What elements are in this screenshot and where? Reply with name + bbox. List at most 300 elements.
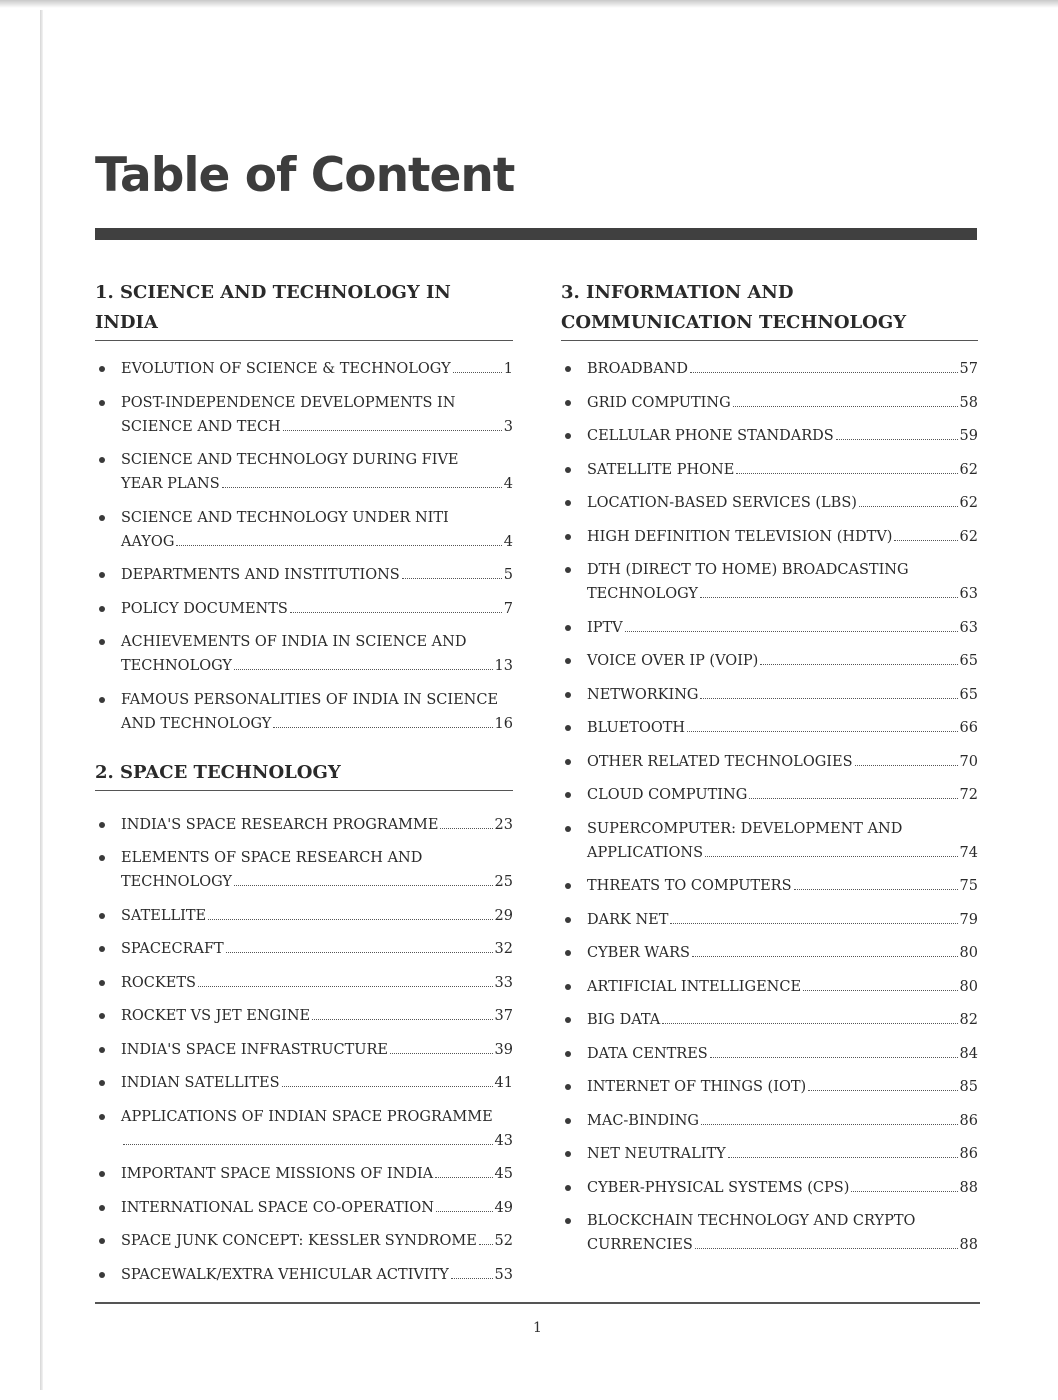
bullet-icon (565, 658, 571, 664)
toc-entry (561, 357, 978, 381)
toc-entry-title: SATELLITE (121, 907, 207, 924)
toc-entry-page: 62 (959, 495, 978, 511)
toc-entry-title: YEAR PLANS (121, 476, 220, 492)
dot-leader (695, 1248, 958, 1249)
toc-entry-page: 49 (494, 1199, 513, 1216)
toc-entry (561, 1109, 978, 1133)
toc-entry (95, 563, 513, 587)
toc-entry (95, 391, 513, 439)
toc-entry-line (587, 1042, 978, 1066)
toc-section-2 (95, 758, 513, 1287)
toc-entry-title: FAMOUS PERSONALITIES OF INDIA IN SCIENCE (121, 691, 499, 708)
bullet-icon (99, 606, 105, 612)
toc-entry-page: 32 (494, 941, 513, 957)
toc-entry-line (121, 846, 513, 870)
toc-entry-title: INTERNET OF THINGS (IOT) (587, 1079, 807, 1095)
toc-entry-line (587, 525, 978, 549)
toc-entry-line (121, 415, 513, 439)
toc-entry-line (121, 1263, 513, 1287)
toc-entry-title: SUPERCOMPUTER: DEVELOPMENT AND (587, 820, 903, 837)
toc-entry (561, 1176, 978, 1200)
section-heading-line: 3. INFORMATION AND (561, 282, 794, 303)
toc-entry-line (121, 448, 513, 472)
toc-entry-line (121, 1229, 513, 1253)
toc-entry (95, 597, 513, 621)
toc-entry-title: EVOLUTION OF SCIENCE & TECHNOLOGY (121, 361, 451, 377)
toc-entry-line (121, 1196, 513, 1220)
scan-edge-left (40, 10, 43, 1390)
dot-leader (687, 731, 957, 732)
bullet-icon (99, 400, 105, 406)
bullet-icon (565, 792, 571, 798)
toc-entry-title: HIGH DEFINITION TELEVISION (HDTV) (587, 528, 893, 545)
toc-entry-title: INDIA'S SPACE INFRASTRUCTURE (121, 1041, 388, 1058)
toc-entry-page: 63 (959, 619, 978, 636)
toc-entry-title: ACHIEVEMENTS OF INDIA IN SCIENCE AND (121, 634, 467, 650)
toc-entry-page: 57 (959, 361, 978, 377)
toc-entry-line (587, 491, 978, 515)
toc-entry-line (121, 654, 513, 678)
toc-entry-page: 58 (959, 394, 978, 411)
toc-entry (95, 448, 513, 496)
dot-leader (760, 664, 957, 665)
bullet-icon (99, 980, 105, 986)
toc-entry-title: SATELLITE PHONE (587, 461, 735, 478)
dot-leader (710, 1057, 958, 1058)
toc-entry-line (587, 975, 978, 999)
toc-entry (561, 783, 978, 807)
bullet-icon (565, 692, 571, 698)
toc-entry-line (121, 1105, 513, 1129)
dot-leader (198, 986, 493, 987)
dot-leader (662, 1023, 957, 1024)
toc-entry (561, 750, 978, 774)
bullet-icon (99, 515, 105, 521)
toc-entry (95, 813, 513, 837)
toc-entry-page: 5 (503, 567, 513, 583)
toc-entry-title: ARTIFICIAL INTELLIGENCE (587, 978, 802, 995)
dot-leader (436, 1211, 493, 1212)
dot-leader (479, 1244, 493, 1245)
toc-entry (561, 683, 978, 707)
toc-entry (95, 846, 513, 894)
toc-entry-page: 88 (959, 1179, 978, 1196)
bullet-icon (99, 1047, 105, 1053)
toc-entry (561, 817, 978, 865)
bullet-icon (565, 725, 571, 731)
toc-entry-title: DEPARTMENTS AND INSTITUTIONS (121, 567, 400, 583)
toc-entry-line (587, 357, 978, 381)
bullet-icon (99, 1013, 105, 1019)
toc-entry-title: POLICY DOCUMENTS (121, 600, 288, 617)
toc-entry-page: 37 (494, 1008, 513, 1024)
toc-entry-line (121, 563, 513, 587)
toc-entry (561, 1008, 978, 1032)
toc-entry-title: SPACE JUNK CONCEPT: KESSLER SYNDROME (121, 1233, 477, 1249)
toc-entry-line (121, 904, 513, 928)
dot-leader (234, 669, 493, 670)
toc-entry-title: CURRENCIES (587, 1237, 693, 1253)
toc-entry-page: 65 (959, 686, 978, 703)
bullet-icon (565, 625, 571, 631)
toc-entry-line (121, 506, 513, 530)
toc-section-1 (95, 278, 513, 736)
bullet-icon (99, 1171, 105, 1177)
toc-entry (561, 941, 978, 965)
bullet-icon (99, 572, 105, 578)
page-number: 1 (533, 1320, 542, 1336)
dot-leader (290, 612, 502, 613)
toc-entry-line (587, 1209, 978, 1233)
toc-entry-title: BROADBAND (587, 361, 688, 377)
dot-leader (808, 1090, 957, 1091)
toc-entry-line (121, 1004, 513, 1028)
bullet-icon (99, 913, 105, 919)
bullet-icon (565, 826, 571, 832)
toc-entry-page: 75 (959, 878, 978, 894)
toc-entry-title: CYBER-PHYSICAL SYSTEMS (CPS) (587, 1179, 850, 1196)
toc-entry-line (121, 1071, 513, 1095)
toc-entry-line (587, 874, 978, 898)
dot-leader (836, 439, 958, 440)
toc-entry-title: SPACECRAFT (121, 941, 224, 957)
toc-entry-title: INDIAN SATELLITES (121, 1075, 280, 1091)
title-rule (95, 228, 977, 240)
toc-entry-line (121, 937, 513, 961)
bullet-icon (565, 467, 571, 473)
toc-entry-page: 85 (959, 1079, 978, 1095)
dot-leader (701, 1124, 958, 1125)
toc-entry-page: 13 (494, 658, 513, 674)
toc-entry-title: APPLICATIONS (587, 844, 704, 861)
dot-leader (625, 631, 958, 632)
bullet-icon (99, 1114, 105, 1120)
toc-entry-line (121, 630, 513, 654)
toc-entry-title: ELEMENTS OF SPACE RESEARCH AND (121, 850, 423, 866)
dot-leader (312, 1019, 492, 1020)
toc-entry (561, 1209, 978, 1257)
dot-leader (692, 956, 958, 957)
bullet-icon (565, 567, 571, 573)
toc-entry-title: POST-INDEPENDENCE DEVELOPMENTS IN (121, 394, 456, 411)
toc-entry (95, 506, 513, 554)
toc-entry-page: 16 (494, 715, 513, 732)
toc-entry-line (587, 1233, 978, 1257)
section-heading-line: COMMUNICATION TECHNOLOGY (561, 312, 907, 333)
bullet-icon (99, 639, 105, 645)
toc-entry-line (587, 817, 978, 841)
bullet-icon (565, 433, 571, 439)
section-heading: 1. SCIENCE AND TECHNOLOGY IN INDIA (95, 278, 513, 341)
toc-entry-page: 84 (959, 1045, 978, 1062)
toc-entry-line (587, 582, 978, 606)
toc-entry-title: CLOUD COMPUTING (587, 787, 748, 803)
toc-entry-line (587, 908, 978, 932)
toc-entry-page: 63 (959, 586, 978, 602)
toc-entry-title: CELLULAR PHONE STANDARDS (587, 428, 834, 444)
toc-entry-line (121, 971, 513, 995)
section-heading (561, 278, 978, 341)
dot-leader (700, 597, 958, 598)
dot-leader (728, 1157, 958, 1158)
toc-entry-title: OTHER RELATED TECHNOLOGIES (587, 753, 853, 770)
toc-entry-title: DATA CENTRES (587, 1045, 708, 1062)
section-heading: 2. SPACE TECHNOLOGY (95, 758, 513, 791)
toc-entry (561, 1075, 978, 1099)
bullet-icon (99, 855, 105, 861)
toc-entry-page: 41 (494, 1075, 513, 1091)
toc-entry (95, 357, 513, 381)
toc-entry (561, 525, 978, 549)
toc-entry (561, 1142, 978, 1166)
bullet-icon (99, 1238, 105, 1244)
dot-leader (749, 798, 957, 799)
dot-leader (700, 698, 957, 699)
toc-entry-line (587, 783, 978, 807)
toc-entry-page: 74 (959, 844, 978, 861)
toc-entry (95, 904, 513, 928)
dot-leader (440, 828, 492, 829)
bullet-icon (565, 883, 571, 889)
bullet-icon (99, 366, 105, 372)
toc-entry (561, 558, 978, 606)
toc-entry-title: THREATS TO COMPUTERS (587, 878, 792, 894)
dot-leader (123, 1144, 493, 1145)
toc-entry-page: 4 (503, 476, 513, 492)
toc-entry-page: 53 (494, 1266, 513, 1283)
toc-entry-title: NET NEUTRALITY (587, 1146, 726, 1162)
toc-entry-line (587, 558, 978, 582)
dot-leader (894, 540, 957, 541)
toc-list (561, 357, 978, 1257)
dot-leader (855, 765, 958, 766)
toc-entry-page: 23 (494, 816, 513, 833)
toc-entry-title: LOCATION-BASED SERVICES (LBS) (587, 495, 857, 511)
dot-leader (234, 885, 493, 886)
dot-leader (794, 889, 958, 890)
toc-entry (561, 1042, 978, 1066)
dot-leader (208, 919, 492, 920)
toc-entry-page: 3 (503, 418, 513, 435)
bullet-icon (99, 946, 105, 952)
dot-leader (226, 952, 493, 953)
dot-leader (705, 856, 958, 857)
toc-entry (95, 630, 513, 678)
dot-leader (851, 1191, 957, 1192)
toc-entry (561, 491, 978, 515)
toc-entry-title: APPLICATIONS OF INDIAN SPACE PROGRAMME (121, 1108, 493, 1125)
toc-section-3 (561, 278, 978, 1257)
toc-entry (561, 616, 978, 640)
toc-entry-line (587, 683, 978, 707)
page-title: Table of Content (95, 148, 515, 203)
toc-entry (561, 391, 978, 415)
bullet-icon (565, 1218, 571, 1224)
toc-entry-line (121, 391, 513, 415)
toc-entry (561, 874, 978, 898)
toc-entry (561, 424, 978, 448)
toc-entry-page: 66 (959, 720, 978, 736)
toc-entry-page: 80 (959, 945, 978, 961)
toc-entry-line (587, 1008, 978, 1032)
toc-entry (561, 649, 978, 673)
toc-entry-page: 1 (503, 361, 513, 377)
toc-entry-title: IPTV (587, 619, 623, 636)
toc-entry-line (587, 1176, 978, 1200)
toc-entry (95, 688, 513, 736)
toc-entry-title: CYBER WARS (587, 945, 690, 961)
toc-entry (95, 1196, 513, 1220)
toc-entry (95, 1071, 513, 1095)
toc-entry-page: 7 (503, 600, 513, 617)
bullet-icon (565, 1185, 571, 1191)
toc-entry-page: 62 (959, 528, 978, 545)
toc-entry (95, 971, 513, 995)
toc-entry-page: 79 (959, 911, 978, 928)
toc-entry-title: SCIENCE AND TECHNOLOGY DURING FIVE (121, 452, 459, 468)
toc-entry (95, 1229, 513, 1253)
dot-leader (803, 990, 958, 991)
toc-entry-title: ROCKETS (121, 974, 196, 991)
dot-leader (670, 923, 957, 924)
toc-entry-title: VOICE OVER IP (VOIP) (587, 653, 759, 669)
bullet-icon (565, 500, 571, 506)
bullet-icon (565, 1084, 571, 1090)
dot-leader (402, 578, 502, 579)
toc-list (95, 357, 513, 736)
toc-column-right (561, 278, 978, 1267)
dot-leader (859, 506, 958, 507)
toc-entry-line (587, 391, 978, 415)
toc-entry-page: 86 (959, 1112, 978, 1129)
dot-leader (390, 1053, 493, 1054)
toc-entry-line (587, 649, 978, 673)
bullet-icon (565, 1151, 571, 1157)
toc-entry-page: 25 (494, 874, 513, 890)
toc-entry-title: AAYOG (121, 533, 175, 550)
toc-entry-line (587, 716, 978, 740)
toc-entry-line (587, 841, 978, 865)
toc-entry-line (121, 530, 513, 554)
toc-entry-title: ROCKET VS JET ENGINE (121, 1008, 311, 1024)
bullet-icon (565, 759, 571, 765)
toc-entry-title: SCIENCE AND TECHNOLOGY UNDER NITI (121, 509, 449, 526)
bullet-icon (99, 457, 105, 463)
toc-entry-page: 29 (494, 907, 513, 924)
toc-entry-title: INTERNATIONAL SPACE CO-OPERATION (121, 1199, 434, 1216)
dot-leader (273, 727, 492, 728)
toc-entry-title: TECHNOLOGY (587, 586, 698, 602)
toc-entry-page: 65 (959, 653, 978, 669)
toc-entry-page: 82 (959, 1012, 978, 1028)
dot-leader (690, 372, 958, 373)
dot-leader (176, 545, 501, 546)
toc-entry-line (121, 1038, 513, 1062)
toc-entry-page: 52 (494, 1233, 513, 1249)
toc-entry-page: 72 (959, 787, 978, 803)
toc-entry-title: BLOCKCHAIN TECHNOLOGY AND CRYPTO (587, 1213, 916, 1229)
toc-entry-page: 80 (959, 978, 978, 995)
toc-entry (561, 908, 978, 932)
toc-entry (95, 1263, 513, 1287)
toc-entry-page: 4 (503, 533, 513, 550)
toc-entry-page: 62 (959, 461, 978, 478)
bullet-icon (565, 917, 571, 923)
toc-entry-title: AND TECHNOLOGY (121, 715, 272, 732)
toc-entry (95, 1162, 513, 1186)
dot-leader (283, 430, 502, 431)
toc-entry-page: 59 (959, 428, 978, 444)
bullet-icon (565, 1118, 571, 1124)
toc-entry-title: IMPORTANT SPACE MISSIONS OF INDIA (121, 1166, 434, 1182)
toc-entry-line (121, 597, 513, 621)
toc-entry-line (121, 813, 513, 837)
toc-entry (561, 458, 978, 482)
toc-entry-line (121, 870, 513, 894)
bullet-icon (565, 1051, 571, 1057)
dot-leader (453, 372, 502, 373)
toc-entry-page: 86 (959, 1146, 978, 1162)
toc-entry-line (587, 1075, 978, 1099)
toc-entry-title: GRID COMPUTING (587, 394, 731, 411)
bullet-icon (565, 984, 571, 990)
footer-rule (95, 1302, 980, 1304)
toc-entry-page: 33 (494, 974, 513, 991)
toc-entry-title: SCIENCE AND TECH (121, 418, 281, 435)
dot-leader (222, 487, 502, 488)
toc-entry (95, 1038, 513, 1062)
toc-entry-line (587, 750, 978, 774)
toc-entry-line (121, 357, 513, 381)
toc-entry-line (121, 472, 513, 496)
toc-entry-title: MAC-BINDING (587, 1112, 700, 1129)
toc-entry-page: 70 (959, 753, 978, 770)
bullet-icon (565, 1017, 571, 1023)
toc-entry-line (587, 458, 978, 482)
toc-entry-title: DARK NET (587, 911, 669, 928)
toc-entry-title: BIG DATA (587, 1012, 661, 1028)
bullet-icon (565, 366, 571, 372)
toc-entry-title: TECHNOLOGY (121, 874, 232, 890)
toc-entry-page: 39 (494, 1041, 513, 1058)
toc-entry (95, 1004, 513, 1028)
toc-entry-line (587, 1109, 978, 1133)
bullet-icon (99, 1080, 105, 1086)
dot-leader (736, 473, 957, 474)
toc-entry-title: NETWORKING (587, 686, 699, 703)
toc-entry-title: INDIA'S SPACE RESEARCH PROGRAMME (121, 816, 439, 833)
toc-entry-line (121, 1162, 513, 1186)
toc-entry-line (121, 688, 513, 712)
toc-entry-title: DTH (DIRECT TO HOME) BROADCASTING (587, 562, 909, 578)
toc-entry-line (587, 424, 978, 448)
bullet-icon (99, 697, 105, 703)
dot-leader (435, 1177, 492, 1178)
toc-entry-page: 45 (494, 1166, 513, 1182)
toc-entry-page: 88 (959, 1237, 978, 1253)
dot-leader (451, 1278, 493, 1279)
bullet-icon (99, 1272, 105, 1278)
toc-entry-page: 43 (494, 1132, 513, 1149)
toc-entry (561, 975, 978, 999)
scan-edge-top (0, 0, 1058, 8)
toc-column-left (95, 278, 513, 1296)
toc-entry (561, 716, 978, 740)
toc-entry-line (587, 941, 978, 965)
toc-entry-title: SPACEWALK/EXTRA VEHICULAR ACTIVITY (121, 1266, 449, 1283)
toc-entry-title: TECHNOLOGY (121, 658, 232, 674)
dot-leader (733, 406, 958, 407)
